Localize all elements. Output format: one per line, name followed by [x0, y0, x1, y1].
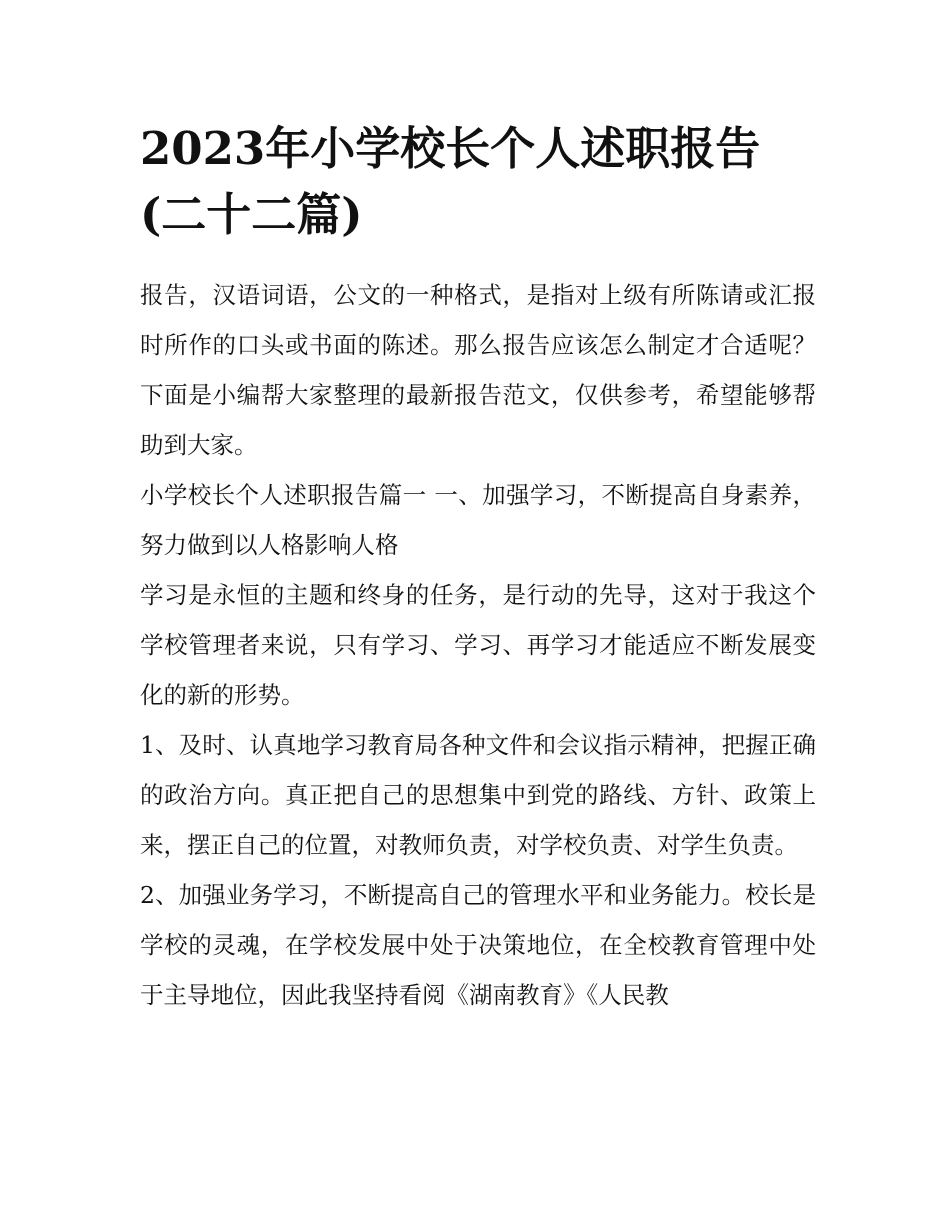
document-title: 2023年小学校长个人述职报告(二十二篇)	[140, 122, 761, 241]
list-item-2: 2、加强业务学习，不断提高自己的管理水平和业务能力。校长是学校的灵魂，在学校发展中处于决策地位，在全校教育管理中处于主导地位，因此我坚持看阅《湖南教育》《人民教	[140, 881, 816, 1009]
body-paragraph: 学习是永恒的主题和终身的任务，是行动的先导，这对于我这个学校管理者来说，只有学习、学习、再学习才能适应不断发展变化的新的形势。	[140, 581, 816, 709]
document-page	[140, 116, 816, 1020]
section-heading-paragraph: 小学校长个人述职报告篇一 一、加强学习，不断提高自身素养，努力做到以人格影响人格	[140, 481, 816, 559]
intro-paragraph: 报告，汉语词语，公文的一种格式，是指对上级有所陈请或汇报时所作的口头或书面的陈述。那么报告应该怎么制定才合适呢？下面是小编帮大家整理的最新报告范文，仅供参考，希望能够帮助到大家。	[140, 281, 816, 459]
list-item-1: 1、及时、认真地学习教育局各种文件和会议指示精神，把握正确的政治方向。真正把自己的思想集中到党的路线、方针、政策上来，摆正自己的位置，对教师负责，对学校负责、对学生负责。	[140, 731, 816, 859]
